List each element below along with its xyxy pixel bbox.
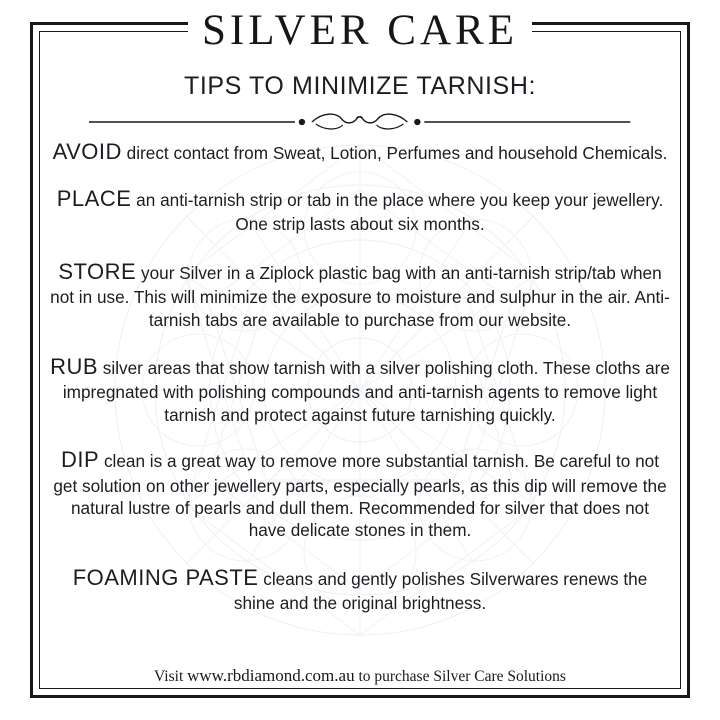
footer-note xyxy=(36,666,684,686)
tip-text-dip: clean is a great way to remove more substantial tarnish. Be careful to not get solution on other jewellery parts, especially pearls, as this dip will remove the natural lustre of pearls and dull them. Recommended for silver that does not have delicate stones in them. xyxy=(53,451,667,541)
page-subtitle: TIPS TO MINIMIZE TARNISH: xyxy=(183,72,537,100)
tip-place xyxy=(44,185,676,236)
footer-prefix: Visit xyxy=(154,668,188,685)
website-url[interactable]: www.rbdiamond.com.au xyxy=(187,666,355,685)
tip-avoid xyxy=(44,138,676,167)
tip-dip xyxy=(44,446,676,542)
tip-rub xyxy=(44,353,676,426)
page-title: SILVER CARE xyxy=(188,8,532,53)
footer-suffix: to purchase Silver Care Solutions xyxy=(354,668,566,685)
tip-keyword-place: PLACE xyxy=(56,185,132,211)
tip-store xyxy=(44,258,676,331)
tips-list xyxy=(44,138,676,654)
poster-content xyxy=(36,7,684,694)
tip-keyword-rub: RUB xyxy=(50,353,99,379)
tip-keyword-store: STORE xyxy=(58,258,137,284)
tip-text-rub: silver areas that show tarnish with a silver polishing cloth. These cloths are impregnated with polishing compounds and anti-tarnish agents to remove light tarnish and protect against future tarnishing quickly. xyxy=(62,357,670,425)
tip-text-place: an anti-tarnish strip or tab in the place where you keep your jewellery. One strip lasts about six months. xyxy=(131,189,664,235)
ornamental-divider xyxy=(81,111,638,133)
tip-keyword-dip: DIP xyxy=(60,447,100,473)
title-block xyxy=(36,8,684,53)
tip-text-avoid: direct contact from Sweat, Lotion, Perfumes and household Chemicals. xyxy=(121,143,668,163)
tip-keyword-avoid: AVOID xyxy=(52,139,122,164)
tip-text-store: your Silver in a Ziplock plastic bag with an anti-tarnish strip/tab when not in use. This will minimize the exposure to moisture and sulphur in the air. Anti-tarnish tabs are available to purchase from our website. xyxy=(50,262,670,330)
tip-keyword-foaming-paste: FOAMING PASTE xyxy=(72,564,259,590)
tip-foaming-paste xyxy=(44,564,676,615)
tip-text-foaming-paste: cleans and gently polishes Silverwares renews the shine and the original brightness. xyxy=(233,568,648,614)
